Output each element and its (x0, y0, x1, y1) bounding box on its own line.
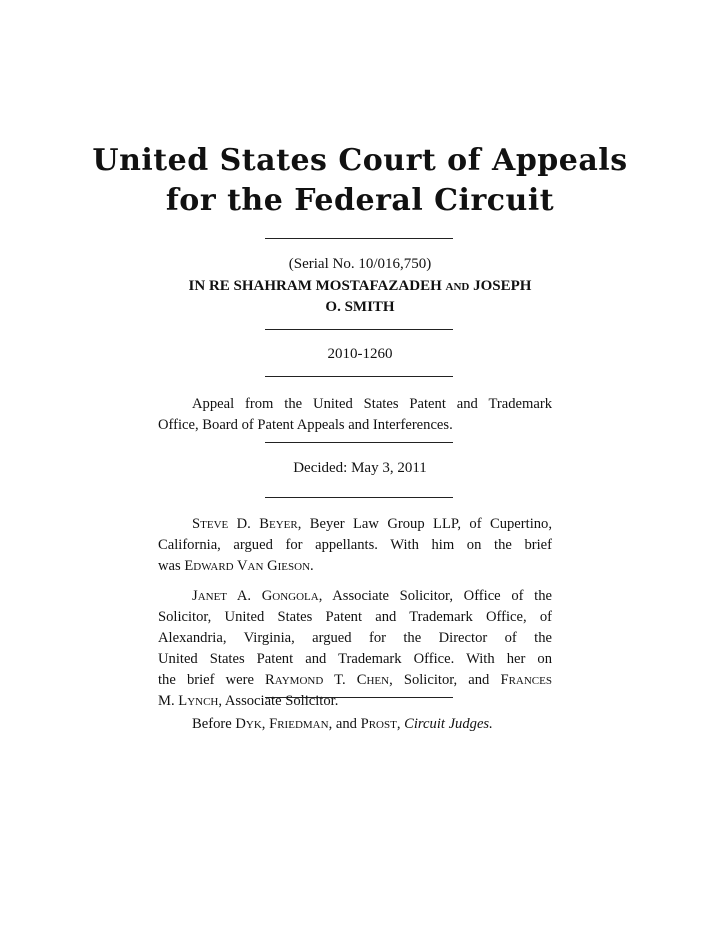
court-title-line1: United States Court of Appeals (92, 143, 628, 178)
counsel-line: United States Patent and Trademark Office. With her on (158, 651, 552, 667)
appeal-paragraph (158, 394, 552, 436)
divider-6 (265, 697, 453, 698)
counsel-appellee-paragraph (158, 586, 552, 712)
counsel-line: the brief were RAYMOND T. CHEN, Solicitor, and FRANCES (158, 672, 552, 688)
divider-3 (265, 376, 453, 377)
serial-number: (Serial No. 10/016,750) (288, 256, 432, 272)
decided-date: Decided: May 3, 2011 (293, 460, 427, 476)
panel-line: Before DYK, FRIEDMAN, and PROST, Circuit Judges. (192, 716, 493, 732)
counsel-appellants-paragraph (158, 514, 552, 577)
circuit-judges: Circuit Judges. (404, 716, 493, 732)
case-caption-line1 (0, 276, 720, 297)
divider-2 (265, 329, 453, 330)
divider-5 (265, 497, 453, 498)
counsel-line: Alexandria, Virginia, argued for the Director of the (158, 630, 552, 646)
docket-number: 2010-1260 (327, 346, 393, 362)
case-caption-line2: O. SMITH (325, 299, 395, 315)
caption-part: JOSEPH (469, 278, 532, 294)
counsel-line: was EDWARD VAN GIESON. (158, 558, 314, 574)
divider-4 (265, 442, 453, 443)
appeal-line: Office, Board of Patent Appeals and Interferences. (158, 417, 453, 433)
counsel-line: M. LYNCH, Associate Solicitor. (158, 693, 339, 709)
counsel-line: JANET A. GONGOLA, Associate Solicitor, Office of the (192, 588, 552, 604)
panel-paragraph (158, 714, 552, 735)
appeal-line: Appeal from the United States Patent and Trademark (192, 396, 552, 412)
counsel-line: Solicitor, United States Patent and Trademark Office, of (158, 609, 552, 625)
court-title-line2: for the Federal Circuit (165, 183, 555, 218)
divider-1 (265, 238, 453, 239)
caption-part: IN RE SHAHRAM MOSTAFAZADEH (188, 278, 446, 294)
counsel-line: California, argued for appellants. With him on the brief (158, 537, 552, 553)
caption-and: AND (445, 281, 470, 293)
counsel-line: STEVE D. BEYER, Beyer Law Group LLP, of Cupertino, (192, 516, 552, 532)
